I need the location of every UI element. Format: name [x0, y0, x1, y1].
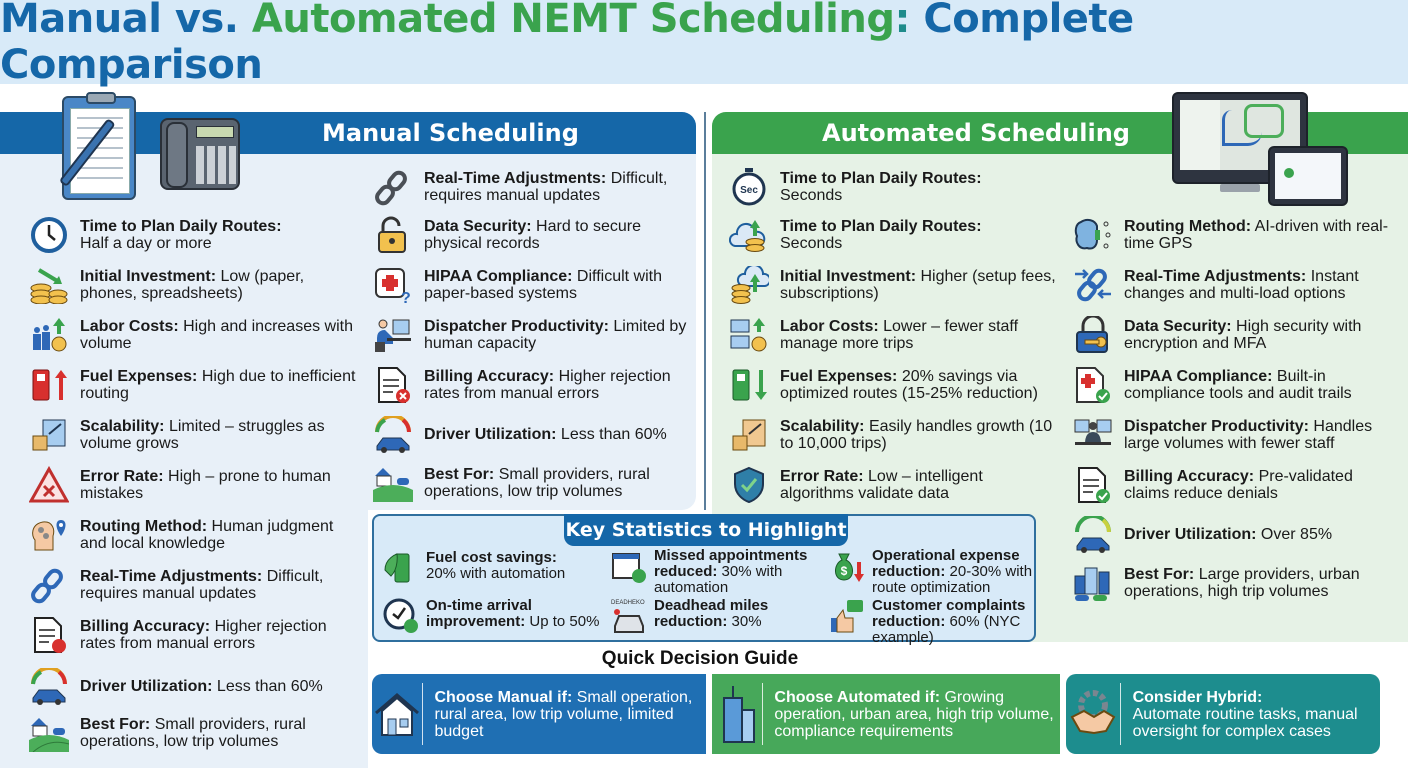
lock-key-icon — [1072, 316, 1114, 354]
cloud-coins-up-icon — [728, 266, 770, 304]
money-bag-down-icon — [828, 548, 866, 584]
open-lock-icon — [372, 216, 414, 254]
dispatcher-screens-icon — [1072, 416, 1114, 454]
document-error-icon — [28, 616, 70, 654]
gauge-car-icon — [372, 416, 414, 454]
scale-box-icon — [728, 416, 770, 454]
manual-item-realtime: Real-Time Adjustments: Difficult, requires manual updates — [28, 566, 358, 604]
document-check-icon — [1072, 466, 1114, 504]
monitor-stand — [1220, 184, 1260, 192]
manual-item-fuel: Fuel Expenses: High due to inefficient routing — [28, 366, 358, 404]
stat-fuel-savings: Fuel cost savings: 20% with automation — [382, 550, 602, 586]
calendar-check-icon — [610, 548, 648, 584]
page-title: Manual vs. Automated NEMT Scheduling: Complete Comparison — [0, 0, 1134, 88]
manual-item-routing: Routing Method: Human judgment and local knowledge — [28, 516, 358, 554]
manual-col2-item-realtime: Real-Time Adjustments: Difficult, requires manual updates — [372, 168, 692, 206]
auto-col2-item-best-for: Best For: Large providers, urban operations, high trip volumes — [1072, 564, 1402, 602]
clock-check-icon — [382, 598, 420, 634]
manual-item-billing: Billing Accuracy: Higher rejection rates from manual errors — [28, 616, 358, 654]
stat-operational-expense: $ Operational expense reduction: 20-30% with route optimization — [828, 548, 1034, 596]
svg-text:Sec: Sec — [740, 185, 758, 196]
clock-icon — [28, 216, 70, 254]
manual-item-time: Time to Plan Daily Routes: Half a day or more — [28, 216, 358, 254]
medical-question-icon — [372, 266, 414, 304]
coins-down-icon — [28, 266, 70, 304]
warning-triangle-icon — [28, 466, 70, 504]
auto-col2-item-security: Data Security: High security with encryption and MFA — [1072, 316, 1402, 354]
manual-col2-item-best-for: Best For: Small providers, rural operations, low trip volumes — [372, 464, 692, 502]
staff-down-icon — [728, 316, 770, 354]
leaf-fuel-icon — [382, 550, 420, 586]
dispatcher-desk-icon — [372, 316, 414, 354]
title-bar — [0, 0, 1408, 88]
auto-col2-item-hipaa: HIPAA Compliance: Built-in compliance tools and audit trails — [1072, 366, 1402, 404]
tablet-dashboard-icon — [1268, 146, 1348, 206]
broken-link-icon — [372, 168, 414, 206]
gauge-car-icon — [28, 668, 70, 706]
auto-item-time: Sec Time to Plan Daily Routes: Seconds — [728, 168, 1058, 206]
manual-item-scalability: Scalability: Limited – struggles as volume grows — [28, 416, 358, 454]
rural-house-icon — [372, 464, 414, 502]
fuel-pump-up-icon — [28, 366, 70, 404]
manual-col2-item-billing: Billing Accuracy: Higher rejection rates from manual errors — [372, 366, 692, 404]
gear-handshake-icon — [1066, 687, 1120, 741]
fuel-pump-down-icon — [728, 366, 770, 404]
house-icon — [372, 689, 422, 739]
key-statistics-title: Key Statistics to Highlight — [564, 514, 848, 546]
head-pin-icon — [28, 516, 70, 554]
stat-missed-appointments: Missed appointments reduced: 30% with automation — [610, 548, 820, 596]
auto-item-scalability: Scalability: Easily handles growth (10 to 10,000 trips) — [728, 416, 1058, 454]
decision-card-manual: Choose Manual if: Small operation, rural area, low trip volume, limited budget — [372, 674, 706, 754]
decision-card-automated: Choose Automated if: Growing operation, urban area, high trip volume, compliance requirements — [712, 674, 1060, 754]
automated-header: Automated Scheduling — [712, 112, 1408, 154]
panel-divider — [704, 112, 706, 510]
cloud-coins-icon — [728, 216, 770, 254]
stopwatch-icon — [728, 168, 770, 206]
manual-item-labor: Labor Costs: High and increases with volume — [28, 316, 358, 354]
shield-check-icon — [728, 466, 770, 504]
link-arrows-icon — [1072, 266, 1114, 304]
auto-item-error-rate: Error Rate: Low – intelligent algorithms validate data — [728, 466, 1058, 504]
auto-col2-item-realtime: Real-Time Adjustments: Instant changes and multi-load options — [1072, 266, 1402, 304]
auto-item-investment: Initial Investment: Higher (setup fees, subscriptions) — [728, 266, 1058, 304]
scale-box-icon — [28, 416, 70, 454]
svg-text:$: $ — [840, 564, 848, 578]
manual-item-driver: Driver Utilization: Less than 60% — [28, 668, 358, 706]
clipboard-icon — [62, 96, 136, 200]
rural-house-icon — [28, 714, 70, 752]
manual-item-investment: Initial Investment: Low (paper, phones, spreadsheets) — [28, 266, 358, 304]
desk-phone-icon — [160, 118, 240, 190]
auto-col2-item-billing: Billing Accuracy: Pre-validated claims reduce denials — [1072, 466, 1402, 504]
manual-col2-item-dispatcher: Dispatcher Productivity: Limited by human capacity — [372, 316, 692, 354]
quick-decision-title: Quick Decision Guide — [601, 648, 799, 669]
manual-item-best-for: Best For: Small providers, rural operations, low trip volumes — [28, 714, 358, 752]
svg-text:DEADHEKO: DEADHEKO — [611, 600, 645, 606]
svg-text:?: ? — [401, 290, 411, 304]
stat-customer-complaints: Customer complaints reduction: 60% (NYC example) — [828, 598, 1034, 646]
decision-card-hybrid: Consider Hybrid: Automate routine tasks, manual oversight for complex cases — [1066, 674, 1380, 754]
city-cars-icon — [1072, 564, 1114, 602]
workers-money-icon — [28, 316, 70, 354]
auto-item-labor: Labor Costs: Lower – fewer staff manage more trips — [728, 316, 1058, 354]
auto-col2-item-driver: Driver Utilization: Over 85% — [1072, 516, 1402, 554]
skyscraper-icon — [712, 684, 762, 744]
document-error-icon — [372, 366, 414, 404]
auto-col2-item-dispatcher: Dispatcher Productivity: Handles large volumes with fewer staff — [1072, 416, 1402, 454]
ai-brain-icon — [1072, 216, 1114, 254]
thumbs-up-chat-icon — [828, 598, 866, 634]
auto-col2-item-routing: Routing Method: AI-driven with real-time GPS — [1072, 216, 1402, 254]
manual-col2-item-security: Data Security: Hard to secure physical records — [372, 216, 692, 254]
stat-deadhead-miles: DEADHEKO Deadhead miles reduction: 30% — [610, 598, 820, 634]
auto-item-time-2: Time to Plan Daily Routes: Seconds — [728, 216, 1058, 254]
manual-col2-item-driver: Driver Utilization: Less than 60% — [372, 416, 692, 454]
gauge-car-icon — [1072, 516, 1114, 554]
stat-on-time-arrival: On-time arrival improvement: Up to 50% — [382, 598, 602, 634]
manual-header: Manual Scheduling — [0, 112, 696, 154]
broken-link-icon — [28, 566, 70, 604]
auto-item-fuel: Fuel Expenses: 20% savings via optimized routes (15-25% reduction) — [728, 366, 1058, 404]
manual-item-error-rate: Error Rate: High – prone to human mistakes — [28, 466, 358, 504]
medical-check-icon — [1072, 366, 1114, 404]
manual-col2-item-hipaa: ? HIPAA Compliance: Difficult with paper-based systems — [372, 266, 692, 304]
car-pin-icon — [610, 598, 648, 634]
